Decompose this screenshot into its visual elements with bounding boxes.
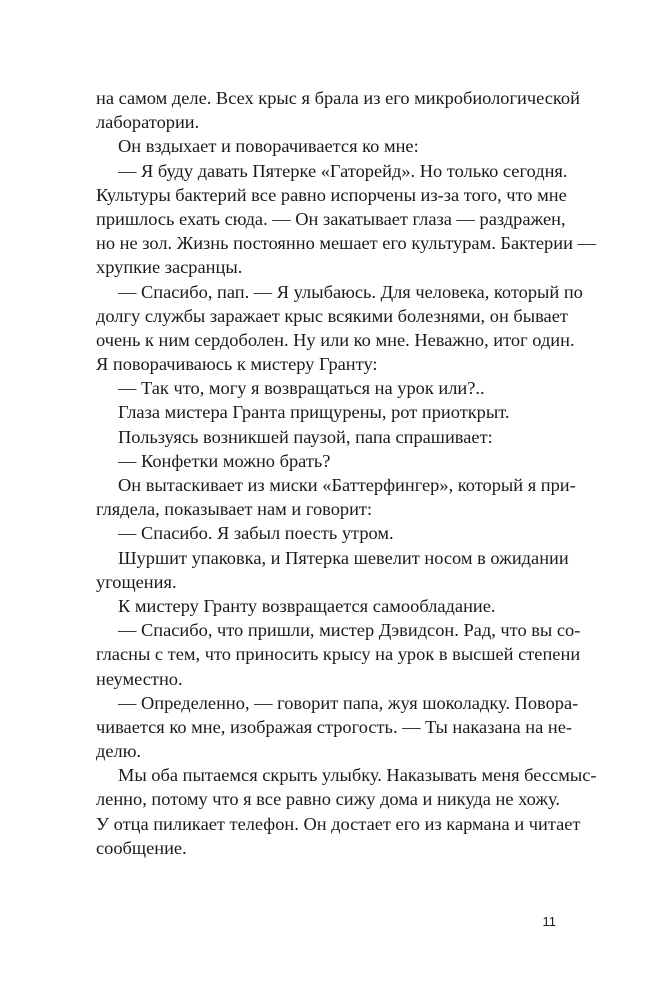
text-line: делю. (96, 741, 142, 762)
text-line: Пользуясь возникшей паузой, папа спрашивает: (118, 426, 493, 447)
text-line: ленно, потому что я все равно сижу дома и никуда не хожу. (96, 789, 560, 810)
text-line: Он вытаскивает из миски «Баттерфингер», который я при- (118, 475, 576, 495)
text-line: пришлось ехать сюда. — Он закатывает глаза — раздражен, (96, 208, 566, 229)
text-line: очень к ним сердоболен. Ну или ко мне. Неважно, итог один. (96, 329, 575, 350)
text-line: лаборатории. (96, 112, 200, 133)
text-line: — Спасибо, пап. — Я улыбаюсь. Для человека, который по (118, 281, 583, 302)
text-line: чивается ко мне, изображая строгость. — Ты наказана на не- (96, 716, 572, 737)
text-line: Шуршит упаковка, и Пятерка шевелит носом в ожидании (118, 547, 569, 568)
text-line: — Так что, могу я возвращаться на урок или?.. (118, 378, 485, 399)
text-line: — Спасибо, что пришли, мистер Дэвидсон. Рад, что вы со- (118, 620, 581, 641)
text-line: К мистеру Гранту возвращается самообладание. (118, 595, 496, 616)
text-line: У отца пиликает телефон. Он достает его из кармана и читает (96, 813, 581, 834)
text-line: сообщение. (96, 837, 187, 858)
text-line: глядела, показывает нам и говорит: (96, 499, 373, 520)
text-line: Он вздыхает и поворачивается ко мне: (118, 136, 419, 157)
text-line: угощения. (96, 571, 177, 592)
text-line: неуместно. (96, 668, 183, 689)
text-line: Культуры бактерий все равно испорчены из-за того, что мне (96, 184, 567, 205)
text-line: хрупкие засранцы. (96, 257, 243, 278)
page-number: 11 (542, 914, 556, 929)
text-line: — Я буду давать Пятерке «Гаторейд». Но только сегодня. (118, 160, 568, 181)
text-line: Мы оба пытаемся скрыть улыбку. Наказывать меня бессмыс- (118, 765, 597, 786)
text-line: — Определенно, — говорит папа, жуя шоколадку. Повора- (118, 692, 579, 713)
text-line: Я поворачиваюсь к мистеру Гранту: (96, 354, 378, 375)
text-line: — Спасибо. Я забыл поесть утром. (118, 523, 394, 544)
text-line: гласны с тем, что приносить крысу на урок в высшей степени (96, 644, 581, 665)
text-line: — Конфетки можно брать? (118, 450, 331, 471)
text-line: но не зол. Жизнь постоянно мешает его культурам. Бактерии — (96, 233, 596, 254)
text-line: Глаза мистера Гранта прищурены, рот приоткрыт. (118, 402, 510, 423)
text-line: долгу службы заражает крыс всякими болезнями, он бывает (96, 305, 568, 326)
body-text (96, 86, 597, 860)
text-line: на самом деле. Всех крыс я брала из его микробиологической (96, 88, 580, 108)
